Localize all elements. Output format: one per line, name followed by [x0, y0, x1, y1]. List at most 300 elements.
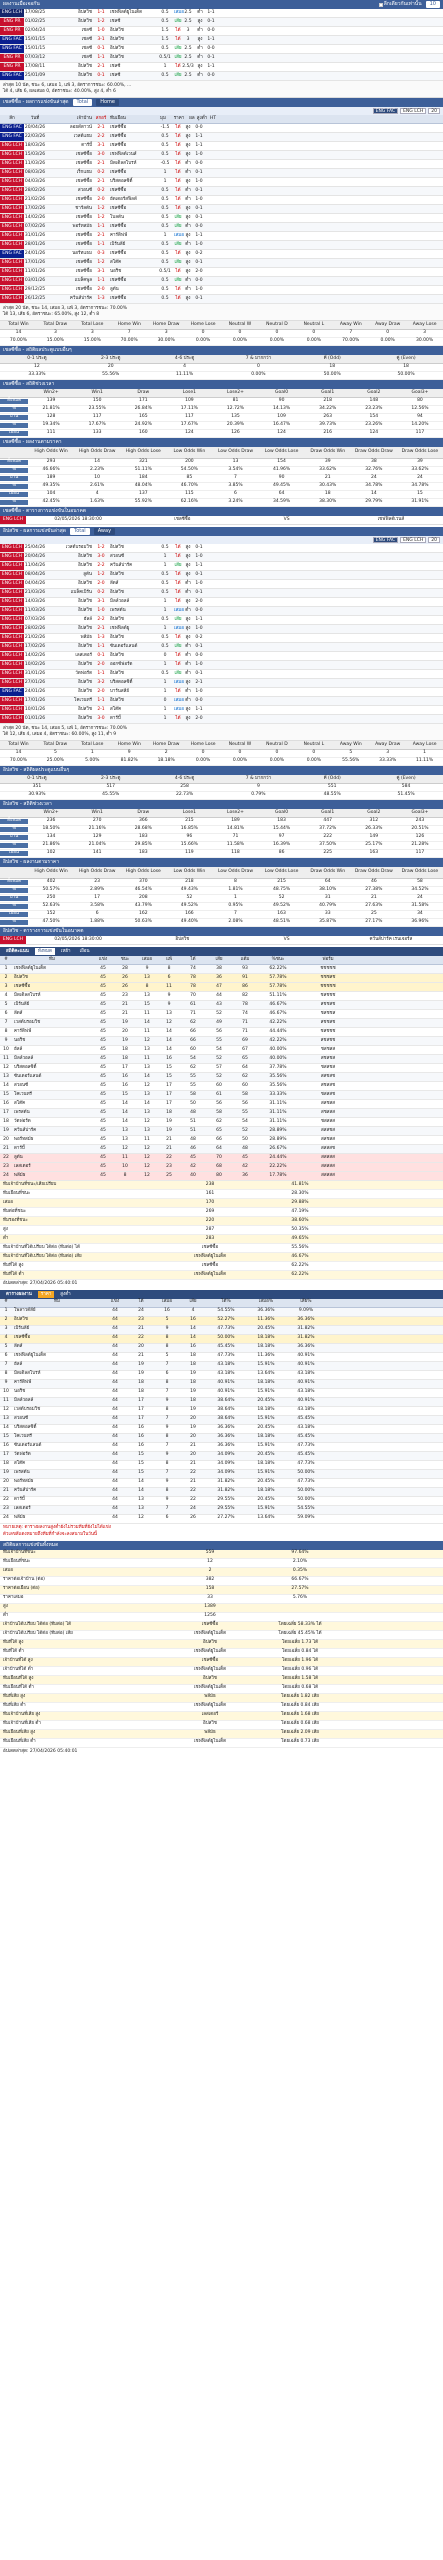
perf-row[interactable]	[0, 1443, 443, 1452]
grid-cell: 236	[46, 818, 56, 824]
home-team[interactable]: อิปสวิช	[78, 706, 92, 712]
perf-row[interactable]	[0, 1515, 443, 1524]
away-team[interactable]: เชลซี	[110, 63, 121, 69]
standings-cell: สชสสช	[320, 1082, 336, 1088]
standings-row[interactable]	[0, 1136, 443, 1145]
tab-total[interactable]: Total	[73, 99, 93, 106]
home-team[interactable]: เชลซีซื้อ	[75, 178, 92, 184]
perf-row[interactable]	[0, 1353, 443, 1362]
perf-cell: 44	[112, 1515, 118, 1521]
away-team[interactable]: เชฟฟิลด์ยู	[110, 625, 130, 631]
away-team[interactable]: เชฟฟิลด์เวนส์	[110, 151, 137, 157]
standings-team-name[interactable]: คาร์ดิฟฟ์	[14, 1028, 32, 1034]
perf-team-name[interactable]: นอริช	[14, 1389, 26, 1395]
ha-pct-cell: 81.82%	[120, 758, 138, 764]
standings-row[interactable]	[0, 1109, 443, 1118]
away-team[interactable]: ออกซ์ฟอร์ด	[110, 661, 133, 667]
match-row[interactable]	[0, 27, 443, 36]
match-row[interactable]	[0, 286, 443, 295]
perf-team-name[interactable]: สโต๊ค	[14, 1461, 26, 1467]
match-row[interactable]	[0, 589, 443, 598]
home-team[interactable]: อิปสวิช	[78, 9, 92, 15]
perf-row[interactable]	[0, 1497, 443, 1506]
standings-team-name[interactable]: สวอนซี	[14, 1082, 29, 1088]
standings-team-name[interactable]: บริสตอลซิตี้	[14, 1064, 37, 1070]
standings-cell: 45	[100, 974, 106, 980]
home-team[interactable]: เชลซีซื้อ	[75, 232, 92, 238]
standings-row[interactable]	[0, 1073, 443, 1082]
match-score: 0-1	[97, 652, 105, 658]
filter-league-1[interactable]: ENG FAC	[373, 108, 398, 114]
standings-row[interactable]	[0, 1100, 443, 1109]
standings-team-name[interactable]: เลสเตอร์	[14, 1163, 31, 1169]
home-team[interactable]: เชลซีซื้อ	[75, 151, 92, 157]
away-team[interactable]: อิปสวิช	[110, 697, 124, 703]
match-row[interactable]	[0, 571, 443, 580]
home-team[interactable]: นอร์ทแธม	[72, 250, 92, 256]
home-team[interactable]: เวสต์บรอมวิช	[65, 544, 92, 550]
home-team[interactable]: เชลซีซื้อ	[75, 286, 92, 292]
home-team[interactable]: เร็กแฮม	[76, 169, 92, 175]
home-team[interactable]: อิปสวิช	[78, 18, 92, 24]
standings-row[interactable]	[0, 1127, 443, 1136]
match-row[interactable]	[0, 169, 443, 178]
away-team[interactable]: อิปสวิช	[110, 36, 124, 42]
match-row[interactable]	[0, 72, 443, 81]
home-team[interactable]: อิปสวิช	[78, 661, 92, 667]
match-row[interactable]	[0, 45, 443, 54]
home-team[interactable]: เชลซีซื้อ	[75, 214, 92, 220]
standings-tab-home[interactable]: เหย้า	[60, 949, 71, 954]
standings-team-name[interactable]: เชฟฟิลด์ยูไนเต็ด	[14, 965, 47, 971]
standings-row[interactable]	[0, 1046, 443, 1055]
perf-team-name[interactable]: อิปสวิช	[14, 1317, 28, 1323]
away-team[interactable]: โบลตัน	[110, 214, 125, 220]
match-row[interactable]	[0, 268, 443, 277]
match-row[interactable]	[0, 562, 443, 571]
perf-row[interactable]	[0, 1479, 443, 1488]
match-row[interactable]	[0, 151, 443, 160]
home-team[interactable]: อิปสวิช	[78, 580, 92, 586]
same-league-checkbox[interactable]	[379, 3, 383, 7]
standings-row[interactable]	[0, 1019, 443, 1028]
perf-team-name[interactable]: เวสต์บรอมวิช	[14, 1407, 41, 1413]
perf-cell: 44	[112, 1452, 118, 1458]
grid-cell: 14.13%	[273, 406, 291, 412]
match-row[interactable]	[0, 259, 443, 268]
perf-team-name[interactable]: ฮัลล์	[14, 1362, 23, 1368]
match-row[interactable]	[0, 133, 443, 142]
match-row[interactable]	[0, 160, 443, 169]
league-badge: ENG FAC	[0, 72, 24, 80]
home-team[interactable]: พอร์ทสมัธ	[72, 223, 92, 229]
away-team[interactable]: อิปสวิช	[110, 45, 124, 51]
standings-team-name[interactable]: เวสต์บรอมวิช	[14, 1019, 41, 1025]
standings-row[interactable]	[0, 1001, 443, 1010]
home-team[interactable]: ลูตัน	[83, 571, 92, 577]
match-row[interactable]	[0, 670, 443, 679]
standings-row[interactable]	[0, 1145, 443, 1154]
away-team[interactable]: อิปสวิช	[110, 54, 124, 60]
home-team[interactable]: ฮัลล์	[83, 616, 92, 622]
standings-cell: 58	[190, 1091, 196, 1097]
perf-row[interactable]	[0, 1344, 443, 1353]
standings-row[interactable]	[0, 1064, 443, 1073]
standings-row[interactable]	[0, 1082, 443, 1091]
home-team[interactable]: เชลซี	[81, 45, 92, 51]
perf-row[interactable]	[0, 1362, 443, 1371]
perf-team-name[interactable]: สวอนซี	[14, 1416, 29, 1422]
filter-b-league-2[interactable]: ENG LCH	[400, 537, 426, 543]
ha-head-cell: Home Lose	[190, 741, 216, 747]
grid-cell: 21	[324, 475, 331, 481]
perf-row[interactable]	[0, 1506, 443, 1515]
standings-team-name[interactable]: เบิร์นลีย์	[14, 1001, 30, 1007]
match-row[interactable]	[0, 142, 443, 151]
standings-row[interactable]	[0, 1028, 443, 1037]
perf-team-name[interactable]: เบิร์นลีย์	[14, 1326, 30, 1332]
stat-label: ทีมต่อที่ชนะ	[3, 1208, 27, 1214]
standings-team-name[interactable]: พอร์ทสมัธ	[14, 1136, 34, 1142]
match-row[interactable]	[0, 232, 443, 241]
perf-row[interactable]	[0, 1389, 443, 1398]
away-team[interactable]: เชลซีซื้อ	[110, 187, 127, 193]
match-row[interactable]	[0, 277, 443, 286]
h2h-count-select[interactable]: 10	[426, 1, 440, 8]
standings-row[interactable]	[0, 983, 443, 992]
tab-total-b[interactable]: Total	[70, 528, 90, 535]
perf-cell: 38.64%	[217, 1398, 235, 1404]
perf-row[interactable]	[0, 1425, 443, 1434]
away-team[interactable]: ควีนส์ปาร์ค	[110, 562, 133, 568]
match-row[interactable]	[0, 214, 443, 223]
standings-team-name[interactable]: ลูตัน	[14, 1154, 23, 1160]
standings-row[interactable]	[0, 1091, 443, 1100]
away-team[interactable]: เชลซี	[110, 72, 121, 78]
home-team[interactable]: เชลซีซื้อ	[75, 160, 92, 166]
grid-cell: 30.43%	[319, 483, 337, 489]
match-row[interactable]	[0, 688, 443, 697]
match-row[interactable]	[0, 679, 443, 688]
away-team[interactable]: อิปสวิช	[110, 544, 124, 550]
standings-row[interactable]	[0, 965, 443, 974]
away-team[interactable]: ดาร์บี้	[110, 715, 121, 721]
picks2-tab-odds[interactable]: ราคา	[38, 1291, 54, 1298]
handicap-line: 0.5	[161, 589, 169, 595]
away-team[interactable]: บริสตอลซิตี้	[110, 679, 133, 685]
filter-count[interactable]: 20	[428, 108, 440, 114]
team-a-period-section	[0, 380, 443, 438]
away-team[interactable]: สโต๊ค	[110, 259, 122, 265]
ou-result: ต่ำ	[185, 169, 191, 175]
tab-away-b[interactable]: Away	[94, 528, 115, 535]
away-team[interactable]: เชลซีซื้อ	[110, 205, 127, 211]
standings-team-name[interactable]: สโต๊ค	[14, 1100, 26, 1106]
home-team[interactable]: เวสต์แฮม	[73, 133, 92, 139]
match-row[interactable]	[0, 9, 443, 18]
away-team[interactable]: มิลล์วอลล์	[110, 598, 130, 604]
away-team[interactable]: อิปสวิช	[110, 589, 124, 595]
perf-team-name[interactable]: เลสเตอร์	[14, 1506, 31, 1512]
home-team[interactable]: อิปสวิช	[78, 607, 92, 613]
away-team[interactable]: มิดเดิลสโบรห์	[110, 160, 137, 166]
perf-cell: 14	[3, 1425, 9, 1431]
perf-cell: 27.27%	[217, 1515, 235, 1521]
home-team[interactable]: แบล็คพูล	[74, 277, 92, 283]
picks3-title: สถิติผลการแข่งขันทั้งหมด	[3, 1541, 59, 1548]
away-team[interactable]: เบิร์นลีย์	[110, 241, 126, 247]
away-team[interactable]: ฮัดเดอร์สฟิลด์	[110, 196, 137, 202]
home-team[interactable]: เชลซีซื้อ	[75, 241, 92, 247]
match-row[interactable]	[0, 715, 443, 724]
away-team[interactable]: เชลซีซื้อ	[110, 124, 127, 130]
away-team[interactable]: ซันเดอร์แลนด์	[110, 643, 138, 649]
match-row[interactable]	[0, 697, 443, 706]
standings-team-name[interactable]: ควีนส์ปาร์ค	[14, 1127, 37, 1133]
perf-team-name[interactable]: เชฟฟิลด์ยูไนเต็ด	[14, 1353, 47, 1359]
perf-row[interactable]	[0, 1407, 443, 1416]
grid-head-cell: High Odds Win	[34, 869, 68, 875]
home-team[interactable]: สวอนซี	[77, 187, 92, 193]
standings-team-name[interactable]: ฮัลล์	[14, 1046, 23, 1052]
team-a-odds-header	[0, 438, 443, 447]
away-team[interactable]: เชลซีซื้อ	[110, 142, 127, 148]
standings-team-name[interactable]: นอริช	[14, 1037, 26, 1043]
match-row[interactable]	[0, 634, 443, 643]
standings-team-name[interactable]: ลีดส์	[14, 1010, 23, 1016]
perf-team-name[interactable]: คาร์ดิฟฟ์	[14, 1380, 32, 1386]
perf-team-name[interactable]: มิลล์วอลล์	[14, 1398, 34, 1404]
home-team[interactable]: ควีนส์ปาร์ค	[69, 295, 92, 301]
home-team[interactable]: อิปสวิช	[78, 688, 92, 694]
perf-row[interactable]	[0, 1335, 443, 1344]
standings-row[interactable]	[0, 992, 443, 1001]
match-row[interactable]	[0, 241, 443, 250]
perf-team-name[interactable]: ลีดส์	[14, 1344, 23, 1350]
away-team[interactable]: อิปสวิช	[110, 27, 124, 33]
standings-row[interactable]	[0, 1037, 443, 1046]
match-row[interactable]	[0, 223, 443, 232]
home-team[interactable]: อิปสวิช	[78, 715, 92, 721]
standings-row[interactable]	[0, 1154, 443, 1163]
standings-cell: 71	[242, 1028, 248, 1034]
away-team[interactable]: อิปสวิช	[110, 634, 124, 640]
perf-team-name[interactable]: ดาร์บี้	[14, 1497, 25, 1503]
away-team[interactable]: สวอนซี	[110, 553, 125, 559]
team-a-goals-title: เชลซีซื้อ - สถิติผลประตูแบบอื่นๆ	[3, 347, 72, 353]
match-row[interactable]	[0, 625, 443, 634]
standings-team-name[interactable]: ซันเดอร์แลนด์	[14, 1073, 42, 1079]
match-row[interactable]	[0, 598, 443, 607]
match-row[interactable]	[0, 553, 443, 562]
perf-team-name[interactable]: มิดเดิลสโบรห์	[14, 1371, 41, 1377]
perf-team-name[interactable]: โคเวนทรี	[14, 1434, 32, 1440]
away-team[interactable]: เชลซีซื้อ	[110, 169, 127, 175]
match-row[interactable]	[0, 54, 443, 63]
match-row[interactable]	[0, 124, 443, 133]
filter-b-count[interactable]: 20	[428, 537, 440, 543]
match-row[interactable]	[0, 36, 443, 45]
home-team[interactable]: เชลซี	[81, 27, 92, 33]
grid-cell: 21.28%	[411, 842, 429, 848]
home-team[interactable]: อิปสวิช	[78, 679, 92, 685]
away-team[interactable]: เชลซี	[110, 18, 121, 24]
standings-row[interactable]	[0, 1172, 443, 1181]
home-team[interactable]: ชาร์ลตัน	[75, 205, 92, 211]
away-team[interactable]: นอริช	[110, 268, 122, 274]
away-team[interactable]: บาร์นสลีย์	[110, 688, 130, 694]
home-team[interactable]: อิปสวิช	[78, 625, 92, 631]
perf-row[interactable]	[0, 1488, 443, 1497]
tab-home[interactable]: Home	[96, 99, 119, 106]
standings-team-name[interactable]: พลีมัธ	[14, 1172, 26, 1178]
match-row[interactable]	[0, 18, 443, 27]
grid-row-label: %	[0, 484, 28, 489]
perf-team-name[interactable]: เชลซีซื้อ	[14, 1335, 31, 1341]
away-team[interactable]: เพรสตัน	[110, 607, 126, 613]
standings-tab-all[interactable]: ทั้งหมด	[35, 948, 55, 955]
handicap-line: 0.5	[161, 151, 169, 157]
home-team[interactable]: เชลซี	[81, 54, 92, 60]
home-team[interactable]: แบล็คเบิร์น	[70, 589, 92, 595]
perf-row[interactable]	[0, 1317, 443, 1326]
perf-row[interactable]	[0, 1371, 443, 1380]
match-row[interactable]	[0, 250, 443, 259]
perf-row[interactable]	[0, 1308, 443, 1317]
away-team[interactable]: อิปสวิช	[110, 652, 124, 658]
away-team[interactable]: ลีดส์	[110, 580, 119, 586]
away-team[interactable]: เชฟฟิลด์ยูไนเต็ด	[110, 9, 143, 15]
standings-cell: 35.56%	[269, 1082, 287, 1088]
match-row[interactable]	[0, 652, 443, 661]
perf-cell: 4	[4, 1335, 8, 1341]
home-team[interactable]: อิปสวิช	[78, 643, 92, 649]
perf-cell: 44	[112, 1398, 118, 1404]
match-row[interactable]	[0, 63, 443, 72]
perf-row[interactable]	[0, 1470, 443, 1479]
home-team[interactable]: อิปสวิช	[78, 553, 92, 559]
away-team[interactable]: อิปสวิช	[110, 571, 124, 577]
perf-team-name[interactable]: โพลาวด์ลีย์	[14, 1308, 36, 1314]
away-team[interactable]: บริสตอลซิตี้	[110, 178, 133, 184]
match-row[interactable]	[0, 205, 443, 214]
match-row[interactable]	[0, 643, 443, 652]
standings-team-name[interactable]: โคเวนทรี	[14, 1091, 32, 1097]
home-team[interactable]: อิปสวิช	[78, 598, 92, 604]
picks2-tabs	[0, 1290, 443, 1299]
perf-row[interactable]	[0, 1398, 443, 1407]
perf-team-name[interactable]: วัตฟอร์ด	[14, 1452, 31, 1458]
standings-row[interactable]	[0, 974, 443, 983]
match-row[interactable]	[0, 544, 443, 553]
standings-row[interactable]	[0, 1010, 443, 1019]
away-team[interactable]: ลูตัน	[110, 286, 119, 292]
perf-row[interactable]	[0, 1380, 443, 1389]
home-team[interactable]: ลอยด์ตาวน์	[69, 124, 92, 130]
home-team[interactable]: เชลซีซื้อ	[75, 196, 92, 202]
home-team[interactable]: อิปสวิช	[78, 562, 92, 568]
perf-cell: 44	[112, 1497, 118, 1503]
home-team[interactable]: เชลซีซื้อ	[75, 268, 92, 274]
perf-team-name[interactable]: ควีนส์ปาร์ค	[14, 1488, 37, 1494]
home-team[interactable]: อิปสวิช	[78, 72, 92, 78]
grid-cell: 117	[415, 850, 425, 856]
away-team[interactable]: เชลซีซื้อ	[110, 277, 127, 283]
away-team[interactable]: เชลซีซื้อ	[110, 295, 127, 301]
away-team[interactable]: สโต๊ค	[110, 706, 122, 712]
perf-row[interactable]	[0, 1416, 443, 1425]
standings-team-name[interactable]: เพรสตัน	[14, 1109, 30, 1115]
home-team[interactable]: อิปสวิช	[78, 63, 92, 69]
away-team[interactable]: อิปสวิช	[110, 670, 124, 676]
standings-tab-away[interactable]: เยือน	[79, 949, 90, 954]
away-team[interactable]: เชลซีซื้อ	[110, 250, 127, 256]
perf-row[interactable]	[0, 1326, 443, 1335]
stat-row	[0, 1667, 443, 1676]
standings-row[interactable]	[0, 1163, 443, 1172]
match-row[interactable]	[0, 178, 443, 187]
standings-team-name[interactable]: เชลซีซื้อ	[14, 983, 31, 989]
perf-row[interactable]	[0, 1452, 443, 1461]
home-team[interactable]: ดาร์บี้	[81, 142, 92, 148]
home-team[interactable]: เชลซี	[81, 36, 92, 42]
standings-team-name[interactable]: ดาร์บี้	[14, 1145, 25, 1151]
match-row[interactable]	[0, 187, 443, 196]
match-row[interactable]	[0, 661, 443, 670]
home-team[interactable]: โคเวนทรี	[74, 697, 92, 703]
home-team[interactable]: พลีมัธ	[80, 634, 92, 640]
home-team[interactable]: เชลซีซื้อ	[75, 259, 92, 265]
match-row[interactable]	[0, 616, 443, 625]
team-a-future-row[interactable]	[0, 516, 443, 525]
standings-cell: 46.67%	[269, 1010, 287, 1016]
perf-team-name[interactable]: เพรสตัน	[14, 1470, 30, 1476]
perf-team-name[interactable]: พลีมัธ	[14, 1515, 26, 1521]
standings-team-name[interactable]: อิปสวิช	[14, 974, 28, 980]
perf-row[interactable]	[0, 1461, 443, 1470]
perf-cell: 50.00%	[217, 1335, 235, 1341]
picks2-tab-ou[interactable]: สูงต่ำ	[60, 1291, 71, 1297]
perf-team-name[interactable]: บริสตอลซิตี้	[14, 1425, 37, 1431]
handicap-result: ได้	[175, 205, 181, 211]
standings-team-name[interactable]: มิดเดิลสโบรห์	[14, 992, 41, 998]
standings-row[interactable]	[0, 1118, 443, 1127]
perf-row[interactable]	[0, 1434, 443, 1443]
standings-team-name[interactable]: มิลล์วอลล์	[14, 1055, 34, 1061]
home-team[interactable]: เลสเตอร์	[75, 652, 92, 658]
perf-team-name[interactable]: ซันเดอร์แลนด์	[14, 1443, 42, 1449]
away-team[interactable]: เชลซีซื้อ	[110, 223, 127, 229]
standings-team-name[interactable]: วัตฟอร์ด	[14, 1118, 31, 1124]
perf-cell: 43.18%	[297, 1389, 315, 1395]
filter-league-2[interactable]: ENG LCH	[400, 108, 426, 114]
home-team[interactable]: วัตฟอร์ด	[75, 670, 92, 676]
stat-row	[0, 1622, 443, 1631]
match-row[interactable]	[0, 706, 443, 715]
standings-row[interactable]	[0, 1055, 443, 1064]
away-team[interactable]: คาร์ดิฟฟ์	[110, 232, 128, 238]
match-row[interactable]	[0, 295, 443, 304]
perf-team-name[interactable]: พอร์ทสมัธ	[14, 1479, 34, 1485]
filter-b-league-1[interactable]: ENG FAC	[373, 537, 398, 543]
away-team[interactable]: อิปสวิช	[110, 616, 124, 622]
match-row[interactable]	[0, 607, 443, 616]
half-time-score: 1-0	[195, 661, 203, 667]
team-b-future-row[interactable]	[0, 936, 443, 945]
match-row[interactable]	[0, 196, 443, 205]
match-row[interactable]	[0, 580, 443, 589]
away-team[interactable]: เชลซีซื้อ	[110, 133, 127, 139]
